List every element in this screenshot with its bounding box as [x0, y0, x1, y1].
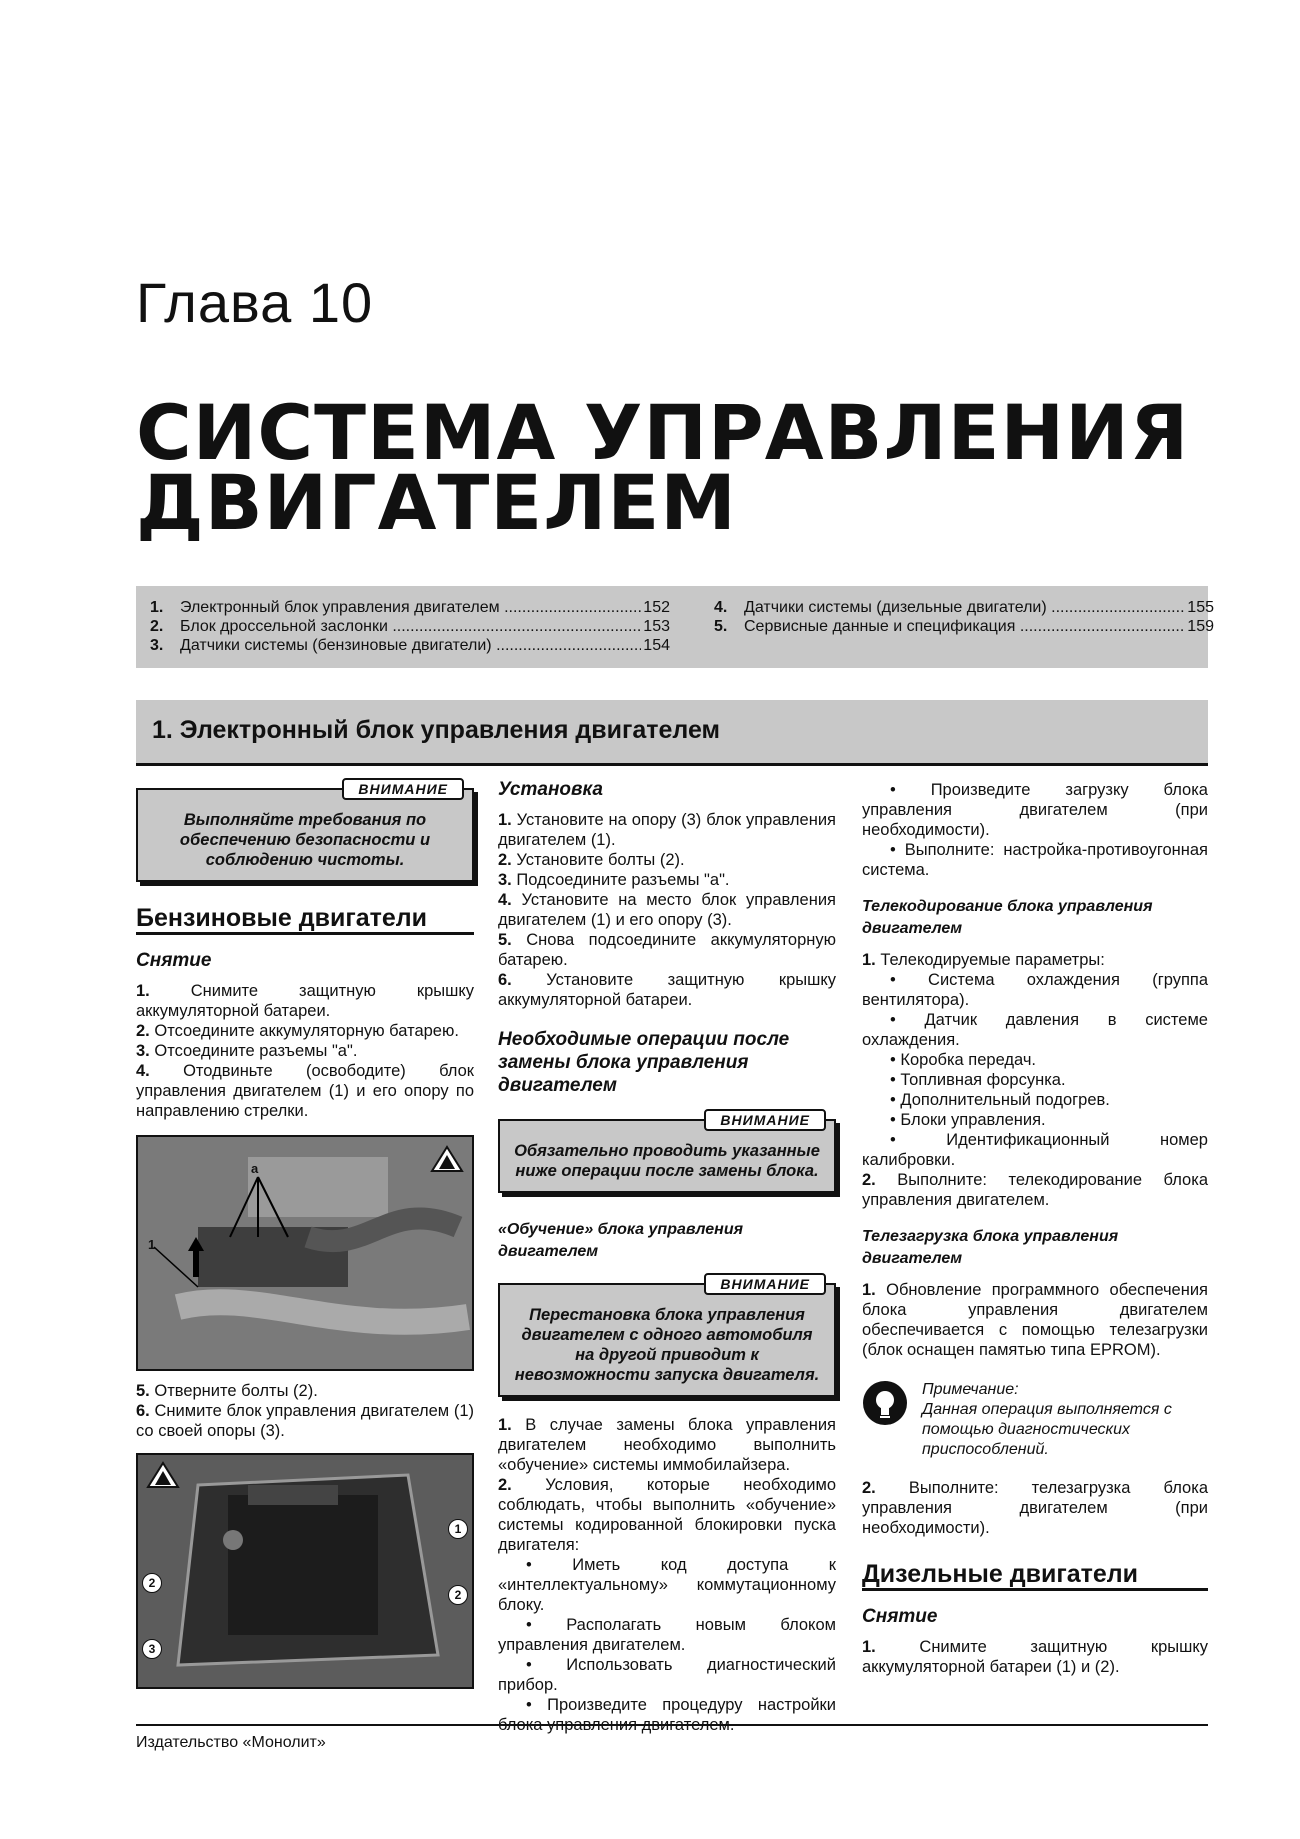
chapter-title: СИСТЕМА УПРАВЛЕНИЯ ДВИГАТЕЛЕМ — [136, 388, 1190, 547]
step: 6. Снимите блок управления двигателем (1) со своей опоры (3). — [136, 1402, 474, 1440]
callout-1: 1 — [448, 1519, 468, 1539]
bullet-item: • Топливная форсунка. — [890, 1071, 1066, 1089]
bullet-item: • Система охлаждения (группа вентилятора). — [862, 971, 1208, 1009]
heading-installation: Установка — [498, 779, 603, 800]
bullet-item: • Блоки управления. — [890, 1111, 1046, 1129]
photo-ecu-mounting-illustration — [138, 1455, 472, 1687]
warning-tag: ВНИМАНИЕ — [704, 1273, 826, 1295]
column-left — [136, 781, 474, 1689]
toc-item[interactable]: 5. Сервисные данные и спецификация ..... 159 — [714, 617, 1214, 636]
publisher-logo-icon — [430, 1145, 464, 1173]
step: 1. Снимите защитную крышку аккумуляторной батареи (1) и (2). — [862, 1638, 1208, 1676]
warning-box — [498, 1276, 836, 1397]
bullet-item: • Располагать новым блоком управления двигателем. — [498, 1616, 836, 1654]
toc-item[interactable]: 3. Датчики системы (бензиновые двигатели) ..... 154 — [150, 636, 670, 655]
step: 5. Отверните болты (2). — [136, 1382, 318, 1400]
step: 1. Обновление программного обеспечения блока управления двигателем обеспечивается с помощью телезагрузки (блок оснащен памятью типа EPROM). — [862, 1281, 1208, 1359]
column-middle — [498, 780, 836, 1735]
step: 3. Подсоедините разъемы "а". — [498, 871, 730, 889]
publisher-logo-icon — [146, 1461, 180, 1489]
bullet-item: • Датчик давления в системе охлаждения. — [862, 1011, 1208, 1049]
step: 2. Отсоедините аккумуляторную батарею. — [136, 1022, 459, 1040]
heading-removal: Снятие — [136, 950, 212, 971]
toc-item[interactable]: 4. Датчики системы (дизельные двигатели) ..... 155 — [714, 598, 1214, 617]
heading-petrol-engines: Бензиновые двигатели — [136, 908, 474, 935]
step: 2. Выполните: телезагрузка блока управления двигателем (при необходимости). — [862, 1479, 1208, 1537]
heading-telecoding: Телекодирование блока управления двигателем — [862, 898, 1153, 937]
heading-post-replacement-operations: Необходимые операции после замены блока управления двигателем — [498, 1029, 790, 1096]
bullet-item: • Произведите загрузку блока управления двигателем (при необходимости). — [862, 781, 1208, 839]
toc-item[interactable]: 1. Электронный блок управления двигателем ..... 152 — [150, 598, 670, 617]
chapter-label: Глава 10 — [136, 271, 374, 334]
bullet-item: • Коробка передач. — [890, 1051, 1037, 1069]
section-title: 1. Электронный блок управления двигателем — [152, 716, 721, 744]
bullet-item: • Идентификационный номер калибровки. — [862, 1131, 1208, 1169]
table-of-contents — [136, 586, 1214, 668]
callout-2: 2 — [448, 1585, 468, 1605]
step: 4. Установите на место блок управления двигателем (1) и его опору (3). — [498, 891, 836, 929]
note-box — [862, 1380, 1208, 1460]
footer-publisher: Издательство «Монолит» — [136, 1734, 326, 1751]
step: 2. Условия, которые необходимо соблюдать, чтобы выполнить «обучение» системы кодированной блокировки пуска двигателя: — [498, 1476, 836, 1554]
warning-text: Перестановка блока управления двигателем с одного автомобиля на другой приводит к невозможности запуска двигателя. — [514, 1306, 820, 1384]
toc-left-column — [136, 586, 684, 668]
heading-teleloading: Телезагрузка блока управления двигателем — [862, 1228, 1119, 1267]
footer-divider — [136, 1724, 1208, 1726]
column-right — [862, 780, 1208, 1677]
step: 3. Отсоедините разъемы "а". — [136, 1042, 358, 1060]
step: 4. Отодвиньте (освободите) блок управления двигателем (1) и его опору по направлению стрелки. — [136, 1062, 474, 1120]
note-label: Примечание: — [922, 1381, 1019, 1398]
callout-2: 2 — [142, 1573, 162, 1593]
warning-box — [136, 781, 474, 882]
photo-ecu-mounting — [136, 1453, 474, 1689]
step: 6. Установите защитную крышку аккумуляторной батареи. — [498, 971, 836, 1009]
step: 1. В случае замены блока управления двигателем необходимо выполнить «обучение» системы иммобилайзера. — [498, 1416, 836, 1474]
bullet-item: • Использовать диагностический прибор. — [498, 1656, 836, 1694]
step: 1. Снимите защитную крышку аккумуляторной батареи. — [136, 982, 474, 1020]
section-heading — [136, 700, 1208, 766]
heading-removal: Снятие — [862, 1606, 938, 1627]
warning-tag: ВНИМАНИЕ — [342, 778, 464, 800]
warning-text: Выполняйте требования по обеспечению безопасности и соблюдению чистоты. — [179, 811, 431, 869]
step: 5. Снова подсоедините аккумуляторную батарею. — [498, 931, 836, 969]
warning-tag: ВНИМАНИЕ — [704, 1109, 826, 1131]
heading-ecu-learning: «Обучение» блока управления двигателем — [498, 1221, 744, 1260]
step: 2. Выполните: телекодирование блока управления двигателем. — [862, 1171, 1208, 1209]
callout-1: 1 — [148, 1237, 156, 1252]
toc-right-column — [684, 586, 1228, 668]
bullet-item: • Выполните: настройка-противоугонная система. — [862, 841, 1208, 879]
note-text: Данная операция выполняется с помощью диагностических приспособлений. — [922, 1401, 1172, 1458]
callout-a: a — [251, 1161, 259, 1176]
photo-ecu-connectors-illustration — [138, 1137, 472, 1369]
toc-item[interactable]: 2. Блок дроссельной заслонки ..... 153 — [150, 617, 670, 636]
step: 1. Установите на опору (3) блок управления двигателем (1). — [498, 811, 836, 849]
heading-diesel-engines: Дизельные двигатели — [862, 1564, 1208, 1591]
warning-box — [498, 1112, 836, 1193]
step: 2. Установите болты (2). — [498, 851, 685, 869]
callout-3: 3 — [142, 1639, 162, 1659]
warning-text: Обязательно проводить указанные ниже операции после замены блока. — [514, 1142, 820, 1180]
bullet-item: • Дополнительный подогрев. — [890, 1091, 1110, 1109]
lightbulb-icon — [862, 1380, 908, 1426]
bullet-item: • Произведите процедуру настройки блока управления двигателем. — [498, 1696, 836, 1734]
step: 1. Телекодируемые параметры: — [862, 951, 1105, 969]
photo-ecu-connectors — [136, 1135, 474, 1371]
bullet-item: • Иметь код доступа к «интеллектуальному» коммутационному блоку. — [498, 1556, 836, 1614]
